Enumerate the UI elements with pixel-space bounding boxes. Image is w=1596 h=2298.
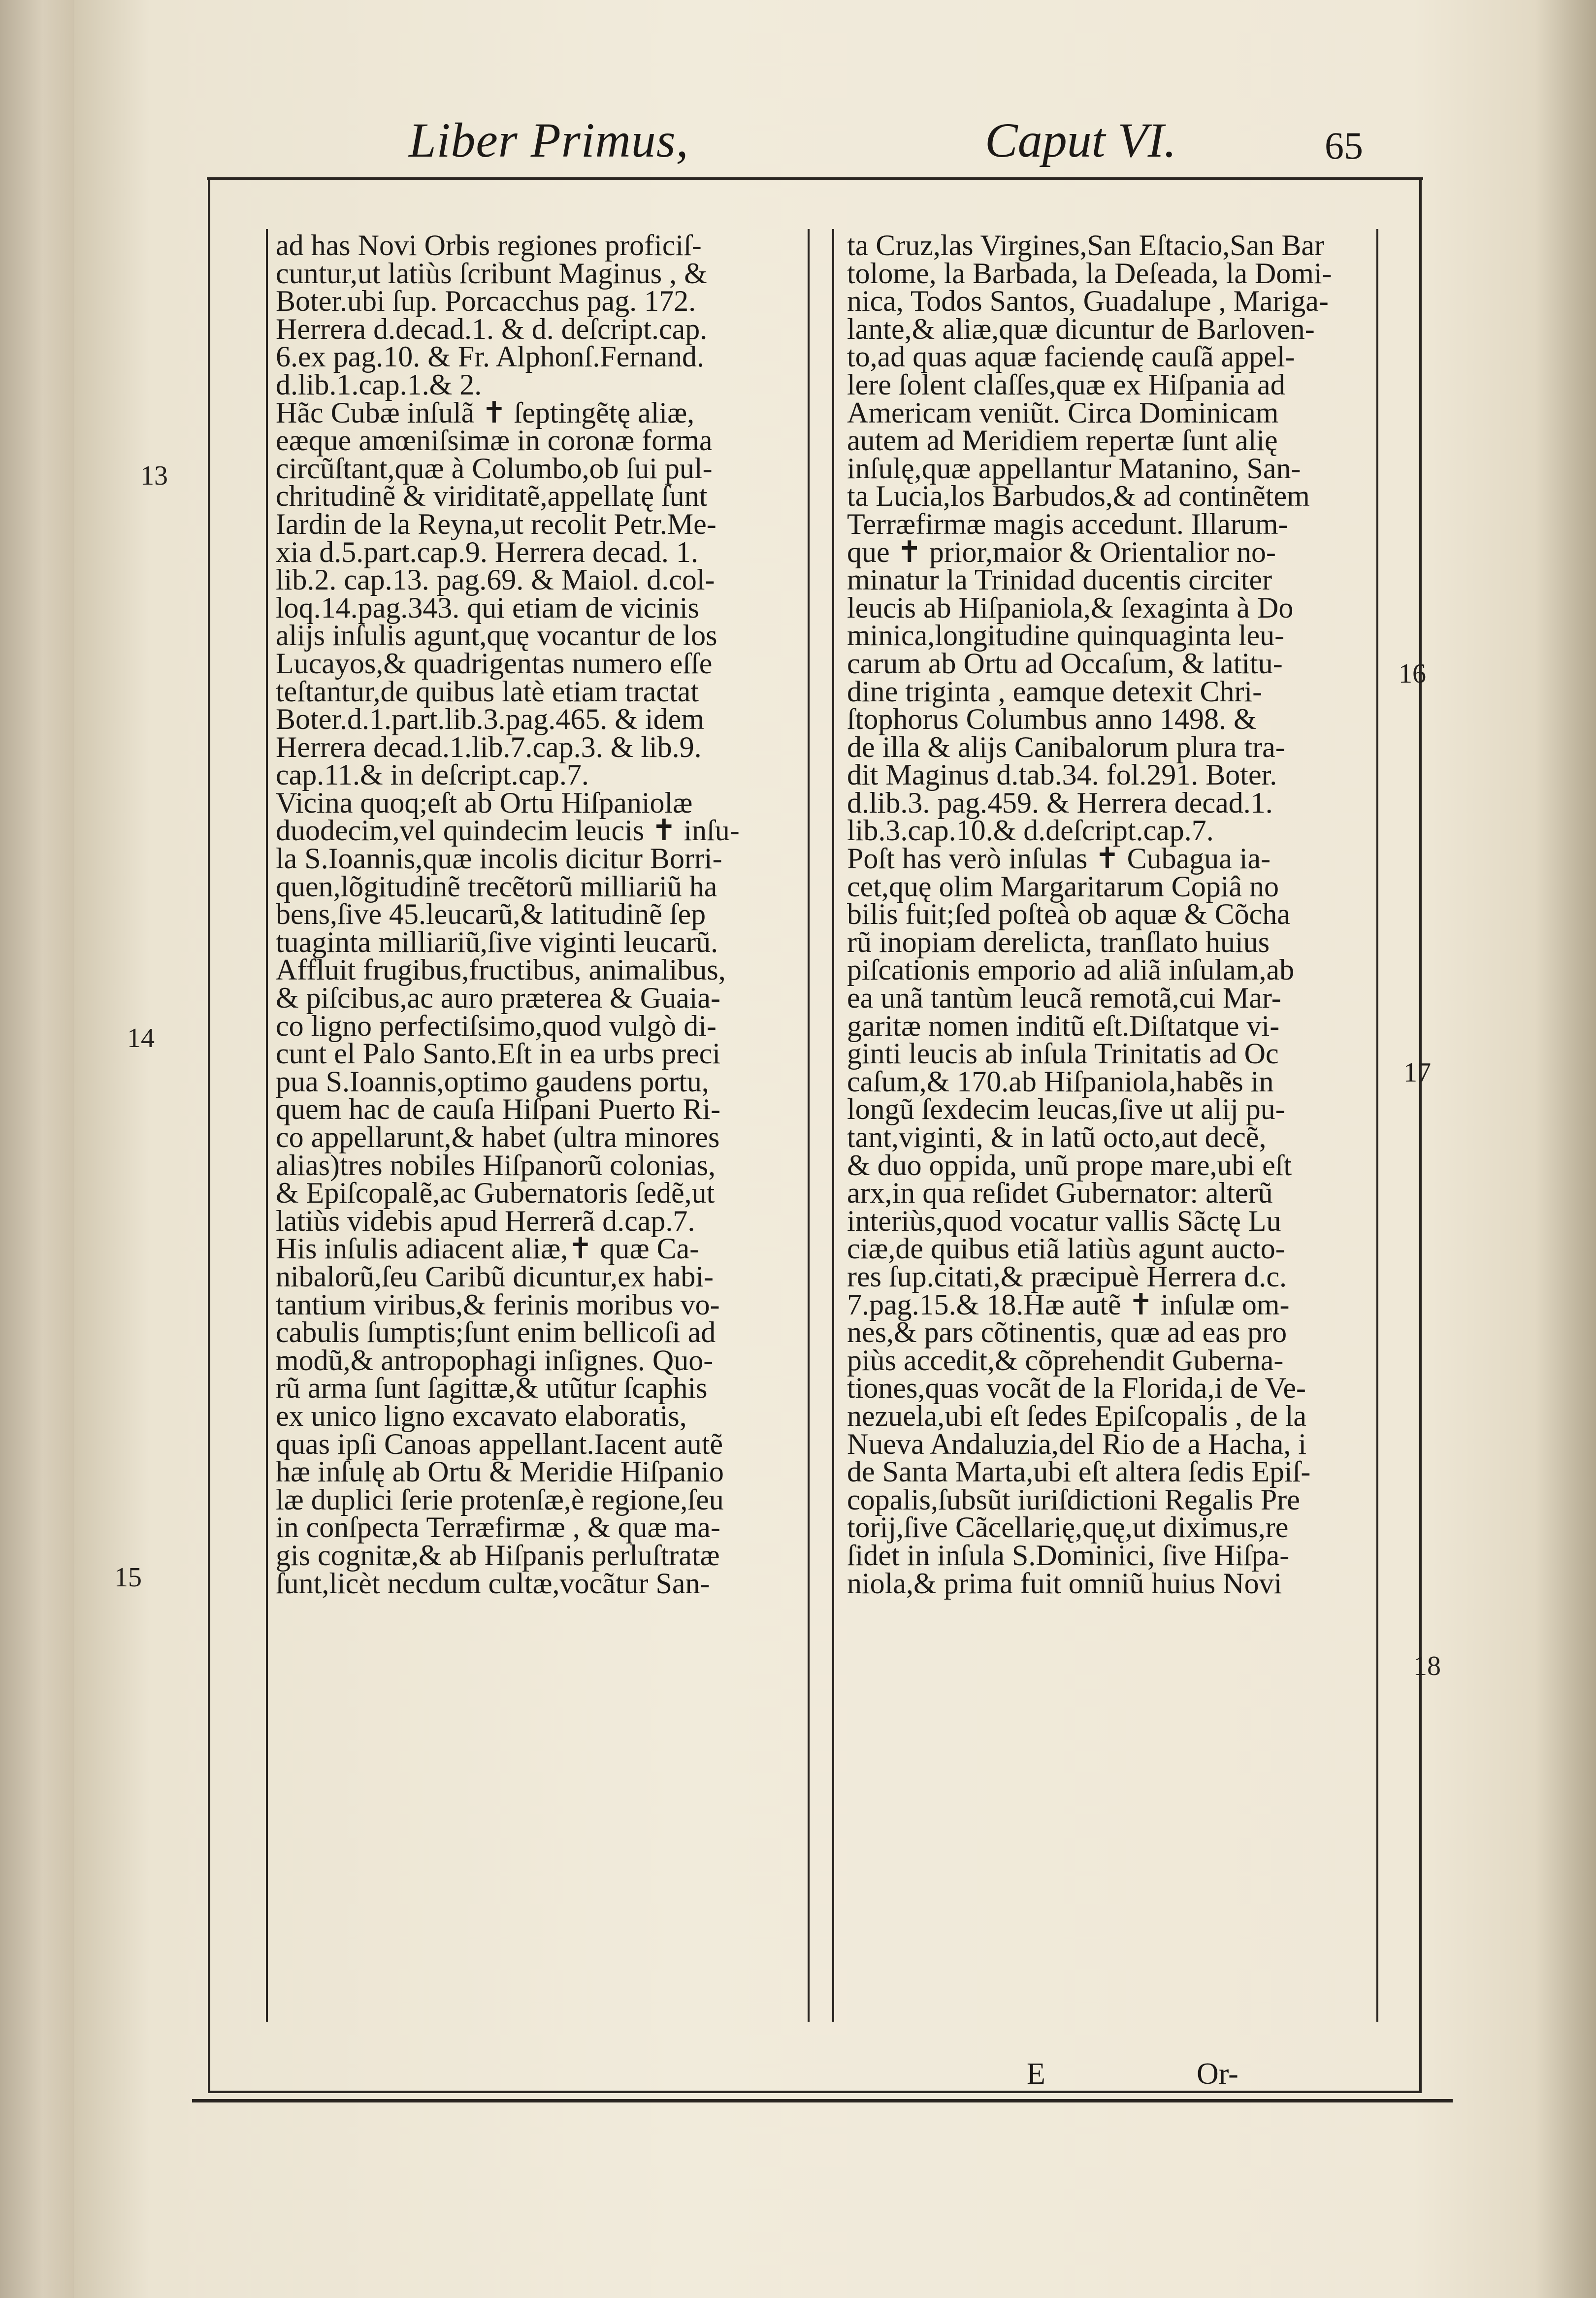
marginal-number-13: 13 (140, 460, 168, 491)
text-line: ciæ,de quibus etiã latiùs agunt aucto- (847, 1232, 1285, 1265)
text-line: nezuela,ubi eſt ſedes Epiſcopalis , de la (847, 1399, 1306, 1432)
text-line: læ duplici ſerie protenſæ,è regione,ſeu (276, 1483, 724, 1516)
text-line: bens,ſive 45.leucarũ,& latitudinẽ ſep (276, 898, 706, 931)
text-line: d.lib.3. pag.459. & Herrera decad.1. (847, 786, 1273, 819)
text-line: autem ad Meridiem repertæ ſunt alię (847, 424, 1278, 457)
marginal-number-15: 15 (114, 1562, 142, 1593)
text-line: lere ſolent claſſes,quæ ex Hiſpania ad (847, 368, 1285, 401)
text-line: ta Cruz,las Virgines,San Eſtacio,San Bar (847, 229, 1324, 262)
left-column-rule (266, 229, 268, 2022)
text-line: & duo oppida, unũ prope mare,ubi eſt (847, 1149, 1292, 1182)
text-line: rũ arma ſunt ſagittæ,& utũtur ſcaphis (276, 1372, 708, 1405)
text-line: loq.14.pag.343. qui etiam de vicinis (276, 591, 699, 624)
text-line: ex unico ligno excavato elaboratis, (276, 1399, 687, 1432)
text-line: & piſcibus,ac auro præterea & Guaia- (276, 982, 720, 1015)
text-line: hæ inſulę ab Ortu & Meridie Hiſpanio (276, 1455, 724, 1488)
text-line: ſunt,licèt necdum cultæ,vocãtur San- (276, 1567, 710, 1600)
text-line: copalis,ſubsũt iuriſdictioni Regalis Pre (847, 1483, 1300, 1516)
text-line: nes,& pars cõtinentis, quæ ad eas pro (847, 1316, 1287, 1349)
text-line: cuntur,ut latiùs ſcribunt Maginus , & (276, 257, 707, 290)
text-line: co appellarunt,& habet (ultra minores (276, 1121, 720, 1153)
text-line: caſum,& 170.ab Hiſpaniola,habẽs in (847, 1065, 1274, 1098)
text-line: niola,& prima fuit omniũ huius Novi (847, 1567, 1282, 1600)
text-line: gis cognitæ,& ab Hiſpanis perluſtratæ (276, 1539, 720, 1572)
text-line: nibalorũ,ſeu Caribũ dicuntur,ex habi- (276, 1260, 714, 1293)
text-line: leucis ab Hiſpaniola,& ſexaginta à Do (847, 591, 1294, 624)
text-line: 6.ex pag.10. & Fr. Alphonſ.Fernand. (276, 340, 704, 373)
text-line: que ✝ prior,maior & Orientalior no- (847, 535, 1276, 568)
text-line: & Epiſcopalẽ,ac Gubernatoris ſedẽ,ut (276, 1177, 715, 1210)
catchword: Or- (1197, 2057, 1238, 2091)
text-line: piùs accedit,& cõprehendit Guberna- (847, 1344, 1284, 1377)
text-line: minatur la Trinidad ducentis circiter (847, 563, 1272, 596)
signature-mark: E (1027, 2057, 1045, 2091)
text-line: carum ab Ortu ad Occaſum, & latitu- (847, 647, 1283, 680)
marginal-number-18: 18 (1413, 1651, 1441, 1681)
text-line: co ligno perfectiſsimo,quod vulgò di- (276, 1009, 717, 1042)
text-line: duodecim,vel quindecim leucis ✝ inſu- (276, 814, 740, 847)
text-line: Boter.d.1.part.lib.3.pag.465. & idem (276, 703, 704, 736)
header-rule (207, 177, 1423, 180)
text-line: quem hac de cauſa Hiſpani Puerto Ri- (276, 1093, 721, 1126)
text-line: res ſup.citati,& præcipuè Herrera d.c. (847, 1260, 1287, 1293)
text-line: d.lib.1.cap.1.& 2. (276, 368, 482, 401)
text-line: Vicina quoq;eſt ab Ortu Hiſpaniolæ (276, 786, 693, 819)
text-line: de illa & alijs Canibalorum plura tra- (847, 730, 1285, 763)
text-line: rũ inopiam derelicta, tranſlato huius (847, 925, 1270, 958)
text-line: circũſtant,quæ à Columbo,ob ſui pul- (276, 452, 713, 485)
text-line: la S.Ioannis,quæ incolis dicitur Borri- (276, 842, 722, 875)
text-line: ad has Novi Orbis regiones proficiſ- (276, 229, 702, 262)
text-line: xia d.5.part.cap.9. Herrera decad. 1. (276, 535, 698, 568)
text-line: interiùs,quod vocatur vallis Sãctę Lu (847, 1204, 1281, 1237)
text-line: in conſpecta Terræfirmæ , & quæ ma- (276, 1511, 720, 1544)
text-line: Nueva Andaluzia,del Rio de a Hacha, i (847, 1427, 1306, 1460)
text-line: cet,quę olim Margaritarum Copiâ no (847, 870, 1279, 903)
text-line: chritudinẽ & viriditatẽ,appellatę ſunt (276, 480, 708, 513)
text-line: cap.11.& in deſcript.cap.7. (276, 758, 589, 791)
text-line: longũ ſexdecim leucas,ſive ut alij pu- (847, 1093, 1285, 1126)
text-line: Terræfirmæ magis accedunt. Illarum- (847, 507, 1288, 540)
text-line: 7.pag.15.& 18.Hæ autẽ ✝ inſulæ om- (847, 1288, 1290, 1321)
text-line: garitæ nomen inditũ eſt.Diſtatque vi- (847, 1009, 1280, 1042)
footer-rule (192, 2099, 1453, 2102)
center-column-rule-left (808, 229, 810, 2022)
text-line: nica, Todos Santos, Guadalupe , Mariga- (847, 285, 1329, 318)
text-line: ea unã tantùm leucã remotã,cui Mar- (847, 982, 1281, 1015)
text-line: to,ad quas aquæ faciendę cauſã appel- (847, 340, 1295, 373)
text-line: latiùs videbis apud Herrerã d.cap.7. (276, 1204, 695, 1237)
text-line: dit Maginus d.tab.34. fol.291. Boter. (847, 758, 1277, 791)
text-line: tuaginta milliariũ,ſive viginti leucarũ. (276, 925, 718, 958)
previous-page-edge (0, 0, 86, 2298)
text-line: tiones,quas vocãt de la Florida,i de Ve- (847, 1372, 1306, 1405)
text-line: His inſulis adiacent aliæ,✝ quæ Ca- (276, 1232, 700, 1265)
chapter-heading: Caput VI. (985, 113, 1176, 167)
text-line: lante,& aliæ,quæ dicuntur de Barloven- (847, 312, 1315, 345)
text-line: eæque amœniſsimæ in coronæ forma (276, 424, 713, 457)
text-line: torij,ſive Cãcellarię,quę,ut diximus,re (847, 1511, 1289, 1544)
text-line: cabulis ſumptis;ſunt enim bellicoſi ad (276, 1316, 716, 1349)
text-line: Herrera decad.1.lib.7.cap.3. & lib.9. (276, 730, 702, 763)
text-line: lib.3.cap.10.& d.deſcript.cap.7. (847, 814, 1214, 847)
text-line: Boter.ubi ſup. Porcacchus pag. 172. (276, 285, 696, 318)
marginal-number-17: 17 (1403, 1057, 1431, 1088)
left-text-column (276, 229, 788, 1600)
text-line: bilis fuit;ſed poſteà ob aquæ & Cõcha (847, 898, 1290, 931)
text-line: Lucayos,& quadrigentas numero eſſe (276, 647, 713, 680)
text-line: Affluit frugibus,fructibus, animalibus, (276, 953, 726, 986)
text-line: tant,viginti, & in latũ octo,aut decẽ, (847, 1121, 1267, 1153)
text-line: Poſt has verò inſulas ✝ Cubagua ia- (847, 842, 1271, 875)
text-line: quas ipſi Canoas appellant.Iacent autẽ (276, 1427, 723, 1460)
text-line: alijs inſulis agunt,quę vocantur de los (276, 619, 717, 652)
page-number: 65 (1325, 124, 1363, 167)
text-line: Iardin de la Reyna,ut recolit Petr.Me- (276, 507, 717, 540)
text-line: quen,lõgitudinẽ trecẽtorũ milliariũ ha (276, 870, 717, 903)
text-line: piſcationis emporio ad aliã inſulam,ab (847, 953, 1295, 986)
text-line: tantium viribus,& ferinis moribus vo- (276, 1288, 720, 1321)
text-line: dine triginta , eamque detexit Chri- (847, 675, 1263, 708)
text-line: pua S.Ioannis,optimo gaudens portu, (276, 1065, 709, 1098)
text-line: de Santa Marta,ubi eſt altera ſedis Epiſ- (847, 1455, 1311, 1488)
text-line: cunt el Palo Santo.Eſt in ea urbs preci (276, 1037, 721, 1070)
running-title: Liber Primus, (409, 113, 689, 167)
text-line: ſidet in inſula S.Dominici, ſive Hiſpa- (847, 1539, 1290, 1572)
right-text-column (847, 229, 1364, 1600)
right-column-rule (1376, 229, 1378, 2022)
text-line: inſulę,quæ appellantur Matanino, San- (847, 452, 1301, 485)
book-page (74, 0, 1596, 2298)
text-line: lib.2. cap.13. pag.69. & Maiol. d.col- (276, 563, 715, 596)
text-line: Hãc Cubæ inſulã ✝ ſeptingẽtę aliæ, (276, 396, 695, 429)
text-line: teſtantur,de quibus latè etiam tractat (276, 675, 699, 708)
center-column-rule-right (832, 229, 834, 2022)
text-line: arx,in qua reſidet Gubernator: alterũ (847, 1177, 1273, 1210)
marginal-number-16: 16 (1399, 658, 1426, 689)
marginal-number-14: 14 (127, 1023, 155, 1053)
text-line: alias)tres nobiles Hiſpanorũ colonias, (276, 1149, 716, 1182)
text-line: ſtophorus Columbus anno 1498. & (847, 703, 1257, 736)
text-line: minica,longitudine quinquaginta leu- (847, 619, 1285, 652)
text-line: tolome, la Barbada, la Deſeada, la Domi- (847, 257, 1332, 290)
text-line: Americam veniũt. Circa Dominicam (847, 396, 1279, 429)
text-line: Herrera d.decad.1. & d. deſcript.cap. (276, 312, 708, 345)
text-line: ginti leucis ab inſula Trinitatis ad Oc (847, 1037, 1279, 1070)
text-line: modũ,& antropophagi inſignes. Quo- (276, 1344, 714, 1377)
text-line: ta Lucia,los Barbudos,& ad continẽtem (847, 480, 1310, 513)
